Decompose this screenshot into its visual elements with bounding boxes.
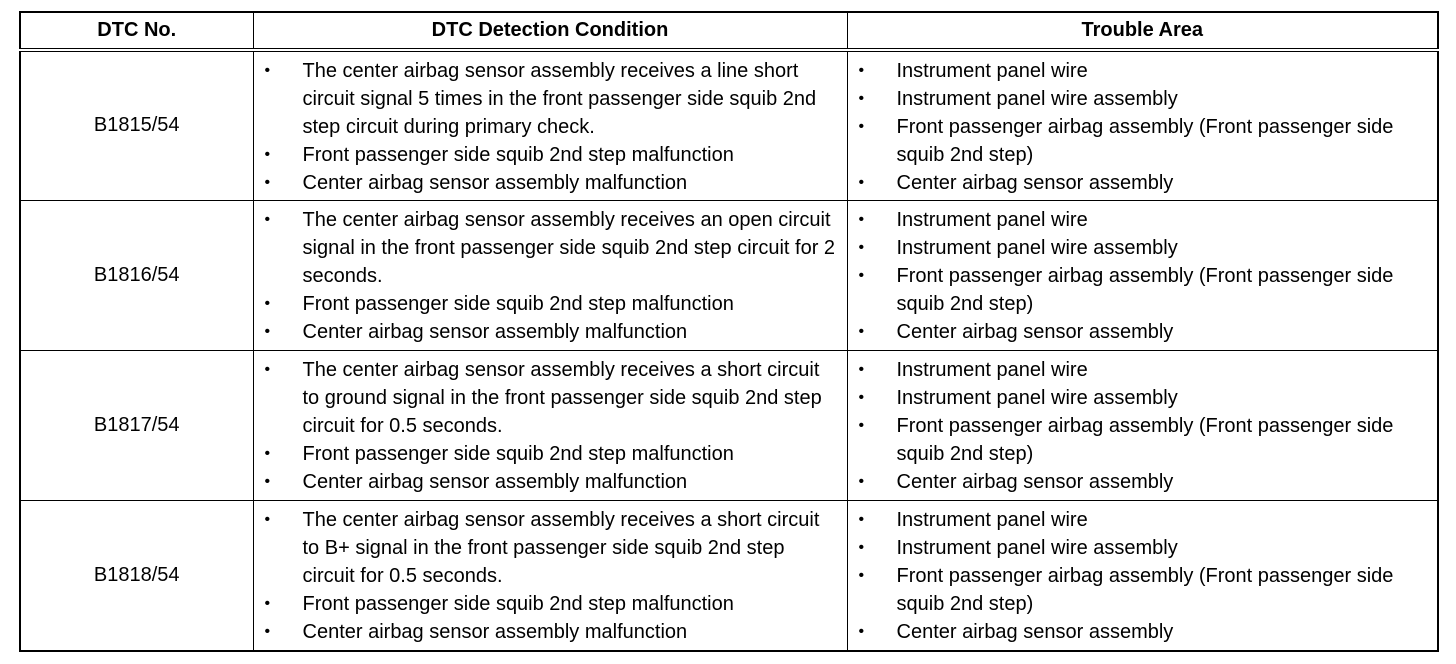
- condition-item: [254, 141, 847, 169]
- trouble-area-item: [848, 262, 1438, 318]
- condition-item: [254, 206, 847, 290]
- condition-item: [254, 57, 847, 141]
- trouble-area-item-text: Front passenger airbag assembly (Front passenger side squib 2nd step): [896, 116, 1394, 166]
- trouble-area-item: [848, 318, 1438, 346]
- trouble-area-item: [848, 113, 1438, 169]
- bullet-icon: •: [858, 118, 865, 135]
- trouble-area-item-text: Front passenger airbag assembly (Front passenger side squib 2nd step): [896, 565, 1394, 616]
- condition-item-text: Center airbag sensor assembly malfunction: [302, 172, 688, 194]
- bullet-icon: •: [264, 595, 271, 613]
- trouble-area-item-text: Instrument panel wire assembly: [896, 236, 1178, 259]
- trouble-area-cell: [847, 200, 1438, 350]
- trouble-area-item-text: Instrument panel wire: [896, 509, 1088, 532]
- dtc-code: B1818/54: [20, 501, 253, 651]
- trouble-area-cell: [847, 50, 1438, 200]
- bullet-icon: •: [858, 389, 865, 406]
- bullet-icon: •: [264, 322, 271, 340]
- condition-list: [254, 206, 847, 346]
- bullet-icon: •: [264, 361, 271, 378]
- condition-list: [254, 57, 847, 197]
- trouble-area-item: [848, 618, 1438, 646]
- trouble-area-item-text: Front passenger airbag assembly (Front passenger side squib 2nd step): [896, 415, 1394, 465]
- dtc-code: B1817/54: [20, 351, 253, 501]
- condition-item-text: Center airbag sensor assembly malfunction: [302, 471, 688, 493]
- condition-list: [254, 506, 847, 646]
- bullet-icon: •: [858, 238, 865, 256]
- bullet-icon: •: [858, 90, 865, 107]
- bullet-icon: •: [264, 210, 271, 228]
- header-trouble-area: Trouble Area: [847, 12, 1438, 50]
- condition-item-text: The center airbag sensor assembly receives an open circuit signal in the front passenger side squib 2nd step circuit for 2 seconds.: [302, 208, 836, 287]
- trouble-area-item: [848, 506, 1438, 534]
- bullet-icon: •: [858, 322, 865, 340]
- bullet-icon: •: [264, 623, 271, 641]
- condition-item-text: Center airbag sensor assembly malfunction: [302, 621, 688, 644]
- trouble-area-item: [848, 57, 1438, 85]
- trouble-area-item-text: Instrument panel wire: [896, 359, 1088, 381]
- trouble-area-item: [848, 534, 1438, 562]
- trouble-area-item-text: Instrument panel wire assembly: [896, 88, 1178, 110]
- trouble-area-list: [848, 506, 1438, 646]
- trouble-area-item: [848, 206, 1438, 234]
- trouble-area-item-text: Front passenger airbag assembly (Front passenger side squib 2nd step): [896, 264, 1394, 315]
- detection-condition-cell: [253, 351, 847, 501]
- condition-item-text: The center airbag sensor assembly receives a short circuit to B+ signal in the front passenger side squib 2nd step circuit for 0.5 seconds.: [302, 509, 820, 588]
- trouble-area-item: [848, 468, 1438, 496]
- trouble-area-item-text: Center airbag sensor assembly: [896, 471, 1174, 493]
- bullet-icon: •: [858, 210, 865, 228]
- bullet-icon: •: [858, 174, 865, 191]
- condition-item-text: Front passenger side squib 2nd step malfunction: [302, 593, 734, 616]
- condition-item-text: Center airbag sensor assembly malfunction: [302, 320, 688, 343]
- condition-item: [254, 590, 847, 618]
- condition-list: [254, 356, 847, 496]
- table-row: [20, 50, 1438, 200]
- condition-item-text: Front passenger side squib 2nd step malfunction: [302, 292, 734, 315]
- bullet-icon: •: [858, 539, 865, 557]
- trouble-area-list: [848, 356, 1438, 496]
- condition-item: [254, 618, 847, 646]
- table-body: [20, 50, 1438, 651]
- condition-item: [254, 506, 847, 590]
- trouble-area-item: [848, 169, 1438, 197]
- bullet-icon: •: [858, 361, 865, 378]
- condition-item-text: The center airbag sensor assembly receives a line short circuit signal 5 times in the front passenger side squib 2nd step circuit during primary check.: [302, 60, 817, 138]
- trouble-area-list: [848, 206, 1438, 346]
- condition-item: [254, 290, 847, 318]
- trouble-area-item: [848, 85, 1438, 113]
- condition-item-text: The center airbag sensor assembly receives a short circuit to ground signal in the front passenger side squib 2nd step circuit for 0.5 seconds.: [302, 359, 822, 437]
- table-row: [20, 501, 1438, 651]
- trouble-area-item: [848, 562, 1438, 618]
- bullet-icon: •: [264, 445, 271, 462]
- trouble-area-item-text: Center airbag sensor assembly: [896, 621, 1174, 644]
- bullet-icon: •: [264, 174, 271, 191]
- trouble-area-item-text: Center airbag sensor assembly: [896, 172, 1174, 194]
- condition-item-text: Front passenger side squib 2nd step malfunction: [302, 443, 734, 465]
- bullet-icon: •: [858, 623, 865, 641]
- trouble-area-list: [848, 57, 1438, 197]
- bullet-icon: •: [858, 266, 865, 284]
- bullet-icon: •: [264, 511, 271, 529]
- header-row: [20, 12, 1438, 50]
- trouble-area-item-text: Instrument panel wire assembly: [896, 537, 1178, 560]
- trouble-area-cell: [847, 501, 1438, 651]
- table-row: [20, 200, 1438, 350]
- dtc-table: [19, 11, 1439, 652]
- dtc-code: B1815/54: [20, 50, 253, 200]
- trouble-area-item-text: Instrument panel wire: [896, 60, 1088, 82]
- trouble-area-item: [848, 356, 1438, 384]
- bullet-icon: •: [858, 567, 865, 585]
- header-detection-condition: DTC Detection Condition: [253, 12, 847, 50]
- trouble-area-item-text: Instrument panel wire assembly: [896, 387, 1178, 409]
- condition-item: [254, 318, 847, 346]
- bullet-icon: •: [858, 473, 865, 490]
- trouble-area-cell: [847, 351, 1438, 501]
- bullet-icon: •: [858, 62, 865, 79]
- detection-condition-cell: [253, 200, 847, 350]
- condition-item: [254, 468, 847, 496]
- trouble-area-item-text: Center airbag sensor assembly: [896, 320, 1174, 343]
- dtc-code: B1816/54: [20, 200, 253, 350]
- bullet-icon: •: [264, 146, 271, 163]
- detection-condition-cell: [253, 50, 847, 200]
- trouble-area-item: [848, 234, 1438, 262]
- bullet-icon: •: [858, 417, 865, 434]
- condition-item: [254, 169, 847, 197]
- trouble-area-item: [848, 412, 1438, 468]
- detection-condition-cell: [253, 501, 847, 651]
- bullet-icon: •: [264, 294, 271, 312]
- header-dtc-no: DTC No.: [20, 12, 253, 50]
- trouble-area-item: [848, 384, 1438, 412]
- condition-item: [254, 440, 847, 468]
- table-row: [20, 351, 1438, 501]
- condition-item: [254, 356, 847, 440]
- bullet-icon: •: [264, 473, 271, 490]
- bullet-icon: •: [858, 511, 865, 529]
- trouble-area-item-text: Instrument panel wire: [896, 208, 1088, 231]
- condition-item-text: Front passenger side squib 2nd step malfunction: [302, 144, 734, 166]
- bullet-icon: •: [264, 62, 271, 79]
